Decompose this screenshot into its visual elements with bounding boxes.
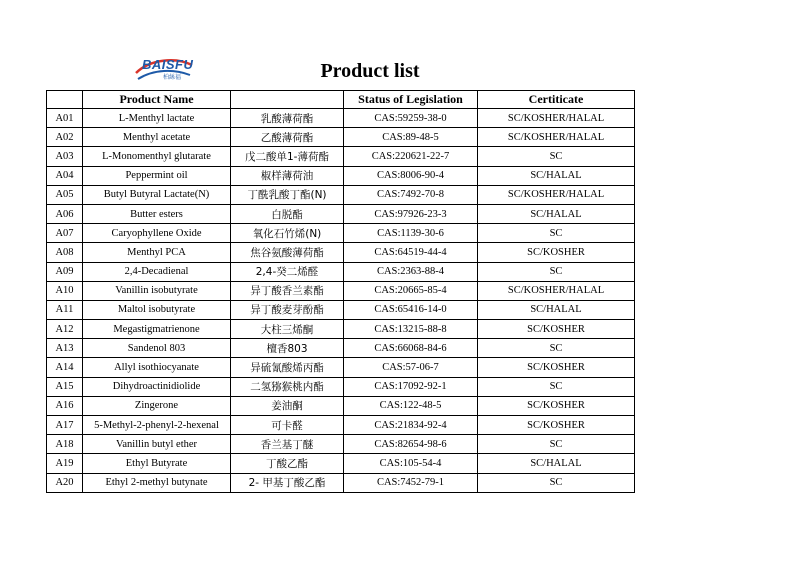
cell-cas-number: CAS:20665-85-4 <box>344 281 478 300</box>
cell-chinese-name: 可卡醛 <box>231 416 344 435</box>
table-row <box>47 166 635 185</box>
cell-code: A09 <box>47 262 83 281</box>
cell-product-name: Butyl Butyral Lactate(N) <box>83 185 231 204</box>
cell-code: A14 <box>47 358 83 377</box>
cell-certificate: SC/KOSHER <box>478 358 635 377</box>
cell-cas-number: CAS:17092-92-1 <box>344 377 478 396</box>
cell-code: A03 <box>47 147 83 166</box>
header-code <box>47 91 83 109</box>
cell-cas-number: CAS:82654-98-6 <box>344 435 478 454</box>
cell-chinese-name: 乙酸薄荷酯 <box>231 128 344 147</box>
table-row <box>47 454 635 473</box>
cell-chinese-name: 异丁酸麦芽酚酯 <box>231 300 344 319</box>
cell-certificate: SC/HALAL <box>478 166 635 185</box>
table-row <box>47 377 635 396</box>
cell-code: A04 <box>47 166 83 185</box>
cell-code: A18 <box>47 435 83 454</box>
cell-product-name: Allyl isothiocyanate <box>83 358 231 377</box>
cell-code: A15 <box>47 377 83 396</box>
table-row <box>47 224 635 243</box>
cell-code: A08 <box>47 243 83 262</box>
table-row <box>47 396 635 415</box>
cell-chinese-name: 大柱三烯酮 <box>231 320 344 339</box>
cell-certificate: SC <box>478 224 635 243</box>
cell-code: A16 <box>47 396 83 415</box>
cell-chinese-name: 白脱酯 <box>231 204 344 223</box>
header-chinese-name <box>231 91 344 109</box>
cell-code: A17 <box>47 416 83 435</box>
brand-logo-subtext: 柏絲福 <box>163 74 182 81</box>
cell-code: A11 <box>47 300 83 319</box>
cell-cas-number: CAS:57-06-7 <box>344 358 478 377</box>
cell-certificate: SC <box>478 435 635 454</box>
cell-cas-number: CAS:122-48-5 <box>344 396 478 415</box>
cell-chinese-name: 丁酸乙酯 <box>231 454 344 473</box>
table-row <box>47 185 635 204</box>
cell-code: A07 <box>47 224 83 243</box>
table-row <box>47 435 635 454</box>
cell-cas-number: CAS:97926-23-3 <box>344 204 478 223</box>
table-row <box>47 204 635 223</box>
cell-chinese-name: 焦谷氨酸薄荷酯 <box>231 243 344 262</box>
cell-product-name: 5-Methyl-2-phenyl-2-hexenal <box>83 416 231 435</box>
header-certificate: Certiticate <box>478 91 635 109</box>
cell-cas-number: CAS:8006-90-4 <box>344 166 478 185</box>
cell-chinese-name: 氧化石竹烯(N) <box>231 224 344 243</box>
cell-code: A12 <box>47 320 83 339</box>
cell-certificate: SC/KOSHER/HALAL <box>478 185 635 204</box>
cell-certificate: SC/KOSHER/HALAL <box>478 281 635 300</box>
cell-chinese-name: 姜油酮 <box>231 396 344 415</box>
cell-cas-number: CAS:13215-88-8 <box>344 320 478 339</box>
cell-code: A02 <box>47 128 83 147</box>
cell-product-name: Zingerone <box>83 396 231 415</box>
table-row <box>47 262 635 281</box>
cell-product-name: Caryophyllene Oxide <box>83 224 231 243</box>
cell-certificate: SC/KOSHER/HALAL <box>478 128 635 147</box>
table-row <box>47 128 635 147</box>
cell-cas-number: CAS:65416-14-0 <box>344 300 478 319</box>
cell-cas-number: CAS:7452-79-1 <box>344 473 478 492</box>
cell-certificate: SC/HALAL <box>478 204 635 223</box>
cell-cas-number: CAS:1139-30-6 <box>344 224 478 243</box>
cell-product-name: 2,4-Decadienal <box>83 262 231 281</box>
cell-product-name: Butter esters <box>83 204 231 223</box>
table-row <box>47 473 635 492</box>
cell-code: A13 <box>47 339 83 358</box>
cell-product-name: Dihydroactinidiolide <box>83 377 231 396</box>
cell-certificate: SC/KOSHER <box>478 416 635 435</box>
table-row <box>47 281 635 300</box>
cell-chinese-name: 二氢猕猴桃内酯 <box>231 377 344 396</box>
cell-certificate: SC <box>478 339 635 358</box>
cell-product-name: Megastigmatrienone <box>83 320 231 339</box>
cell-cas-number: CAS:21834-92-4 <box>344 416 478 435</box>
table-row <box>47 300 635 319</box>
cell-cas-number: CAS:89-48-5 <box>344 128 478 147</box>
cell-cas-number: CAS:220621-22-7 <box>344 147 478 166</box>
table-row <box>47 320 635 339</box>
cell-product-name: Vanillin butyl ether <box>83 435 231 454</box>
cell-product-name: Sandenol 803 <box>83 339 231 358</box>
cell-cas-number: CAS:66068-84-6 <box>344 339 478 358</box>
table-row <box>47 339 635 358</box>
cell-product-name: Peppermint oil <box>83 166 231 185</box>
cell-chinese-name: 2- 甲基丁酸乙酯 <box>231 473 344 492</box>
cell-product-name: L-Monomenthyl glutarate <box>83 147 231 166</box>
cell-certificate: SC <box>478 473 635 492</box>
cell-certificate: SC/KOSHER <box>478 243 635 262</box>
table-row <box>47 147 635 166</box>
cell-certificate: SC/HALAL <box>478 454 635 473</box>
cell-certificate: SC <box>478 147 635 166</box>
cell-certificate: SC/HALAL <box>478 300 635 319</box>
cell-chinese-name: 香兰基丁醚 <box>231 435 344 454</box>
cell-chinese-name: 异硫氰酸烯丙酯 <box>231 358 344 377</box>
cell-product-name: Menthyl acetate <box>83 128 231 147</box>
cell-cas-number: CAS:105-54-4 <box>344 454 478 473</box>
brand-logo-text: BAISFU <box>142 57 194 72</box>
table-row <box>47 358 635 377</box>
cell-product-name: Maltol isobutyrate <box>83 300 231 319</box>
cell-certificate: SC/KOSHER/HALAL <box>478 109 635 128</box>
page-title: Product list <box>320 60 420 82</box>
cell-code: A01 <box>47 109 83 128</box>
table-header-row <box>47 91 635 109</box>
cell-code: A06 <box>47 204 83 223</box>
cell-chinese-name: 丁酰乳酸丁酯(N) <box>231 185 344 204</box>
cell-chinese-name: 异丁酸香兰素酯 <box>231 281 344 300</box>
cell-code: A20 <box>47 473 83 492</box>
cell-cas-number: CAS:59259-38-0 <box>344 109 478 128</box>
cell-chinese-name: 椒样薄荷油 <box>231 166 344 185</box>
cell-cas-number: CAS:64519-44-4 <box>344 243 478 262</box>
cell-chinese-name: 乳酸薄荷酯 <box>231 109 344 128</box>
header-status-of-legislation: Status of Legislation <box>344 91 478 109</box>
cell-code: A05 <box>47 185 83 204</box>
table-row <box>47 109 635 128</box>
cell-code: A10 <box>47 281 83 300</box>
cell-certificate: SC/KOSHER <box>478 396 635 415</box>
product-table <box>46 90 635 493</box>
table-row <box>47 416 635 435</box>
cell-product-name: Ethyl Butyrate <box>83 454 231 473</box>
cell-chinese-name: 2,4-癸二烯醛 <box>231 262 344 281</box>
cell-cas-number: CAS:2363-88-4 <box>344 262 478 281</box>
cell-certificate: SC <box>478 377 635 396</box>
cell-certificate: SC/KOSHER <box>478 320 635 339</box>
cell-chinese-name: 戊二酸单1-薄荷酯 <box>231 147 344 166</box>
header-product-name: Product Name <box>83 91 231 109</box>
cell-certificate: SC <box>478 262 635 281</box>
cell-chinese-name: 檀香803 <box>231 339 344 358</box>
cell-product-name: Menthyl PCA <box>83 243 231 262</box>
cell-product-name: Ethyl 2-methyl butynate <box>83 473 231 492</box>
cell-code: A19 <box>47 454 83 473</box>
cell-product-name: Vanillin isobutyrate <box>83 281 231 300</box>
cell-product-name: L-Menthyl lactate <box>83 109 231 128</box>
cell-cas-number: CAS:7492-70-8 <box>344 185 478 204</box>
table-row <box>47 243 635 262</box>
